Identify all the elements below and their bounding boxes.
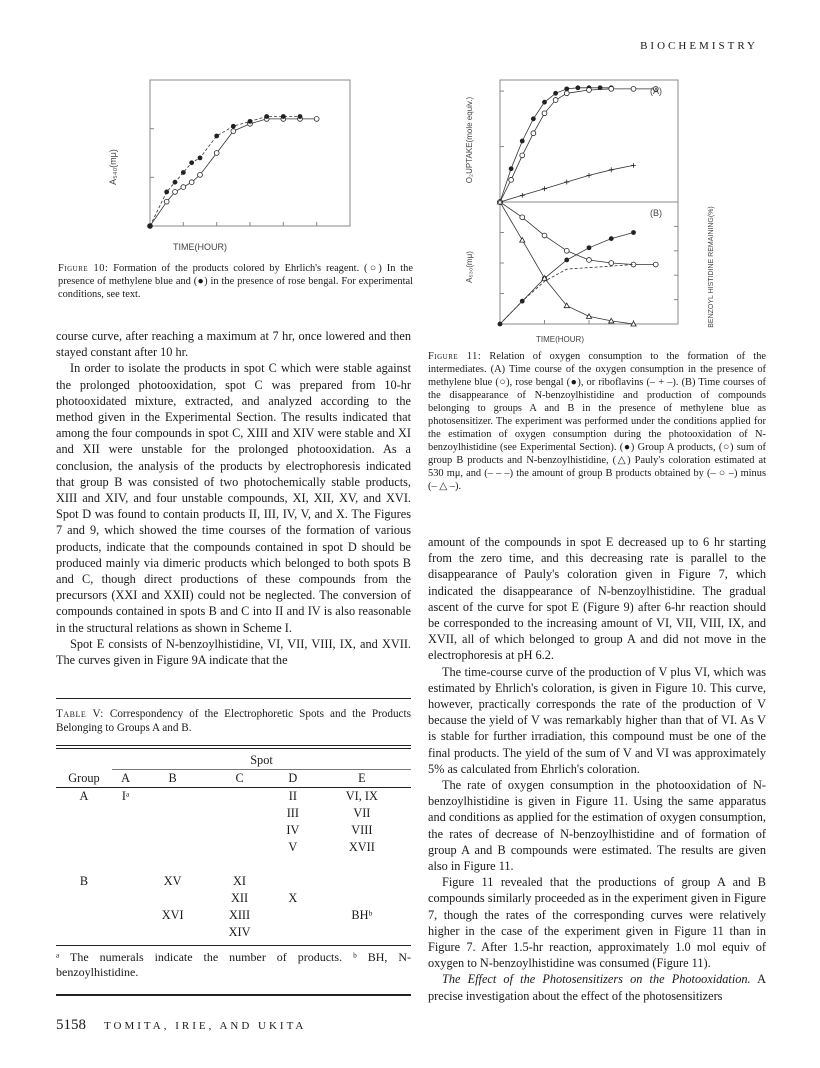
col2-paragraph-5 <box>428 971 766 1003</box>
data-point <box>214 134 219 139</box>
table-5-spot-header: Spot <box>112 752 411 770</box>
table-cell <box>313 856 411 873</box>
figure-11-ylabel-top: O₂UPTAKE(mole equiv.) <box>465 96 474 184</box>
table-cell: BHᵇ <box>351 908 373 922</box>
data-point <box>173 180 178 185</box>
data-point <box>553 91 558 96</box>
data-point <box>609 236 614 241</box>
data-point <box>631 86 636 91</box>
data-point <box>542 186 547 191</box>
table-cell <box>139 856 206 873</box>
data-point <box>520 193 525 198</box>
table-header-cell: A <box>121 771 131 785</box>
figure-11-ylabel-bottom: A₅₃₀(mμ) <box>465 251 474 283</box>
table-5-rule-a <box>56 745 411 746</box>
data-point <box>181 170 186 175</box>
data-point <box>520 153 525 158</box>
data-point <box>189 160 194 165</box>
table-cell <box>139 822 206 839</box>
series-line <box>150 117 300 227</box>
data-point <box>520 215 525 220</box>
data-point <box>173 190 178 195</box>
col2-paragraph-4: Figure 11 revealed that the productions of group A and B compounds similarly proceeded as in the experiment given in Figure 7, though the rates of the corresponding curves were relatively higher in the case of the experiment given in Figure 11 than in Figure 7. After 1.5-hr reaction, approximately 1.0 mol equiv of oxygen to N-benzoylhistidine was consumed (Figure 11). <box>428 875 766 971</box>
data-point <box>609 261 614 266</box>
table-cell <box>56 890 112 907</box>
table-5-title <box>56 707 411 735</box>
data-point <box>531 131 536 136</box>
table-cell: XVI <box>161 908 184 922</box>
table-header-cell: Group <box>68 770 100 785</box>
data-point <box>575 85 580 90</box>
table-5-bottom-rule <box>56 945 411 946</box>
figure-11-panel-a-label: (A) <box>650 86 662 96</box>
column-1-body <box>56 328 411 668</box>
table-cell <box>139 890 206 907</box>
table-row <box>56 890 411 907</box>
table-cell: B <box>79 874 89 888</box>
table-5-grid <box>56 752 411 941</box>
table-cell: VII <box>353 806 371 820</box>
table-5-rule-b <box>56 748 411 749</box>
col2-paragraph-3: The rate of oxygen consumption in the photooxidation of N-benzoylhistidine is given in Figure 11. Using the same apparatus and conditions as applied for the estimation of oxygen consumption, the rates of decrease of N-benzoylhistidine and of formation of group A and B compounds were estimated. The results are given also in Figure 11. <box>428 778 766 874</box>
table-5 <box>56 698 411 996</box>
table-cell <box>273 924 313 941</box>
data-point <box>564 91 569 96</box>
table-row <box>56 839 411 856</box>
table-cell <box>206 805 273 822</box>
table-cell <box>112 924 139 941</box>
figure-10-chart <box>100 72 370 252</box>
figure-11-ylabel-right: BENZOYL HISTIDINE REMAINING(%) <box>708 206 715 328</box>
data-point <box>553 98 558 103</box>
data-point <box>189 180 194 185</box>
table-cell <box>139 839 206 856</box>
table-cell <box>56 924 112 941</box>
table-cell <box>313 873 411 890</box>
figure-11-caption <box>428 350 766 493</box>
col2-paragraph-5-text: A precise investigation about the effect of the photosensitizers <box>428 972 766 1003</box>
table-cell <box>112 822 139 839</box>
data-point <box>631 163 636 168</box>
table-row <box>56 856 411 873</box>
table-header-cell: C <box>235 771 244 785</box>
table-cell <box>313 890 411 907</box>
table-cell <box>139 788 206 806</box>
series-line <box>150 119 317 226</box>
table-cell <box>139 805 206 822</box>
table-cell: III <box>286 806 299 820</box>
figure-10-ylabel: A₅₄₀(mμ) <box>108 149 118 185</box>
data-point <box>631 230 636 235</box>
table-cell: IV <box>286 823 300 837</box>
data-point <box>542 111 547 116</box>
figure-11-caption-text: Relation of oxygen consumption to the formation of the intermediates. (A) Time course of the oxygen consumption in the presence of methylene blue (○), rose bengal (●), or riboflavins (– + –). (B) Time courses of the disappearance of N-benzoylhistidine and production of compounds belonging to groups A and B in the presence of methylene blue as photosensitizer. The experiment was performed under the conditions applied for the estimation of oxygen consumption during the photooxidation of N-benzoylhistidine (see Experimental Section). (●) Group A products, (○) sum of group B products and N-benzoylhistidine, (△) Pauly's coloration estimated at 530 mμ, and (– – –) the amount of group B products obtained by (– ○ –) minus (– △ –). <box>428 351 766 492</box>
data-point <box>542 233 547 238</box>
col2-paragraph-2: The time-course curve of the production of V plus VI, which was estimated by Ehrlich's coloration, is given in Figure 10. This curve, however, practically corresponds the rate of the production of V because the yield of V was remarkably higher than that of VI. As V is stable for further irradiation, this compound must be one of the final products. The yield of the sum of V and VI was approximately 5% as calculated from Ehrlich's coloration. <box>428 664 766 776</box>
table-cell <box>56 805 112 822</box>
data-point <box>609 167 614 172</box>
table-cell <box>56 907 112 924</box>
page-number: 5158 <box>56 1017 86 1033</box>
figure-10-caption <box>58 262 413 301</box>
section-heading-photosensitizers: The Effect of the Photosensitizers on the Photooxidation. <box>442 972 751 987</box>
data-point <box>198 173 203 178</box>
running-header: BIOCHEMISTRY <box>640 40 758 52</box>
data-point <box>164 190 169 195</box>
table-5-top-rule <box>56 698 411 699</box>
col1-paragraph-3: Spot E consists of N-benzoylhistidine, VI, VII, VIII, IX, and XVII. The curves given in Figure 9A indicate that the <box>56 636 411 668</box>
table-cell <box>112 907 139 924</box>
table-cell <box>206 788 273 806</box>
data-point <box>587 245 592 250</box>
table-cell <box>139 924 206 941</box>
table-5-footnote: ᵃ The numerals indicate the number of products. ᵇ BH, N-benzoylhistidine. <box>56 950 411 979</box>
data-point <box>231 124 236 129</box>
figure-11-caption-label: Figure 11: <box>428 351 482 362</box>
table-cell <box>313 924 411 941</box>
data-point <box>248 119 253 124</box>
data-point <box>314 117 319 122</box>
figure-10-xlabel: TIME(HOUR) <box>173 242 227 252</box>
page-footer <box>56 1016 306 1034</box>
data-point <box>298 114 303 119</box>
col1-paragraph-1: course curve, after reaching a maximum at 7 hr, once lowered and then stayed constant after 10 hr. <box>56 329 411 360</box>
table-5-title-text: Correspondency of the Electrophoretic Spots and the Products Belonging to Groups A and B. <box>56 708 411 734</box>
data-point <box>564 180 569 185</box>
data-point <box>181 185 186 190</box>
table-cell <box>206 839 273 856</box>
table-cell <box>112 873 139 890</box>
table-cell <box>56 822 112 839</box>
data-point <box>281 114 286 119</box>
data-point <box>198 155 203 160</box>
table-cell <box>112 839 139 856</box>
col2-paragraph-1: amount of the compounds in spot E decreased up to 6 hr starting from the zero time, and this decreasing rate is parallel to the disappearance of Pauly's coloration given in Figure 7, which indicated the disappearance of N-benzoylhistidine. The gradual ascent of the curve for spot E (Figure 9) after 6-hr reaction should be corresponded to the increasing amount of VI, VII, VIII, IX, and XVII, all of which belonged to group A and did not move in the electrophoresis at pH 6.2. <box>428 535 766 663</box>
table-cell: XVII <box>348 840 375 854</box>
table-header-cell: B <box>168 771 177 785</box>
table-cell <box>56 839 112 856</box>
data-point <box>164 199 169 204</box>
figure-10-caption-text: Formation of the products colored by Ehrlich's reagent. (○) In the presence of methylene blue and (●) in the presence of rose bengal. For experimental conditions, see text. <box>58 263 413 300</box>
figure-11-chart <box>460 72 720 344</box>
table-header-cell: E <box>358 771 366 785</box>
table-cell <box>112 856 139 873</box>
series-line <box>500 88 611 202</box>
series-line <box>500 233 634 325</box>
figure-11-xlabel: TIME(HOUR) <box>536 335 584 344</box>
table-cell: V <box>288 840 298 854</box>
table-cell: Iᵃ <box>121 789 130 803</box>
data-point <box>509 166 514 171</box>
data-point <box>264 114 269 119</box>
col1-paragraph-2: In order to isolate the products in spot C which were stable against the prolonged photooxidation, spot C was prepared from 10-hr photooxidated mixture, extracted, and analyzed according to the method given in the Experimental Section. The results indicated that among the four compounds in spot C, XIII and XIV were stable and XI and XII were unstable for the prolonged photooxidation. As a conclusion, the analysis of the products by electrophoresis indicated that group B was consisted of two photochemically stable products, XIII and XIV, and four unstable compounds, XI, XII, XV, and XVI. Spot D was found to contain products II, III, IV, V, and X. The Figures 7 and 9, which showed the time courses of the formation of various products, indicate that the compounds contained in spot D should be produced mainly via dimeric products which belonged to both spots B and C, though direct productions of these compounds from the precursors (XXI and XXII) could not be neglected. The conversion of compounds contained in spots B and C into II and IV is also reasonable in the structural relations as shown in Scheme I. <box>56 361 411 635</box>
table-row <box>56 822 411 839</box>
data-point <box>609 86 614 91</box>
table-cell <box>112 890 139 907</box>
data-point <box>214 151 219 156</box>
table-5-header-row <box>56 770 411 788</box>
table-5-end-rule <box>56 994 411 996</box>
data-point <box>653 262 658 267</box>
series-line <box>500 265 634 325</box>
table-row <box>56 873 411 890</box>
table-row <box>56 788 411 806</box>
data-point <box>587 88 592 93</box>
data-point <box>148 224 153 229</box>
table-cell: II <box>288 789 297 803</box>
table-cell: XIII <box>228 908 251 922</box>
table-cell: XI <box>233 874 247 888</box>
table-5-title-label: Table V: <box>56 708 104 720</box>
table-cell <box>273 873 313 890</box>
table-cell: XV <box>163 874 182 888</box>
data-point <box>587 173 592 178</box>
data-point <box>231 129 236 134</box>
data-point <box>542 100 547 105</box>
table-cell: XIV <box>228 925 251 939</box>
column-2-body <box>428 534 766 1004</box>
table-cell: VI, IX <box>345 789 378 803</box>
data-point <box>586 314 591 319</box>
table-cell: A <box>79 789 89 803</box>
data-point <box>587 258 592 263</box>
table-header-cell: D <box>288 771 298 785</box>
data-point <box>564 248 569 253</box>
table-row <box>56 924 411 941</box>
series-line <box>500 89 656 202</box>
footer-authors: TOMITA, IRIE, AND UKITA <box>104 1020 307 1032</box>
table-cell <box>273 856 313 873</box>
table-cell: XII <box>231 891 249 905</box>
table-cell <box>206 822 273 839</box>
table-cell <box>56 856 112 873</box>
figure-11-panel-b-label: (B) <box>650 208 662 218</box>
data-point <box>564 258 569 263</box>
table-cell <box>112 805 139 822</box>
data-point <box>520 238 525 243</box>
table-cell: X <box>288 891 298 905</box>
data-point <box>509 177 514 182</box>
table-cell <box>206 856 273 873</box>
table-cell <box>273 907 313 924</box>
table-row <box>56 907 411 924</box>
data-point <box>520 139 525 144</box>
table-row <box>56 805 411 822</box>
figure-10-caption-label: Figure 10: <box>58 263 109 274</box>
table-cell: VIII <box>351 823 373 837</box>
data-point <box>531 116 536 121</box>
